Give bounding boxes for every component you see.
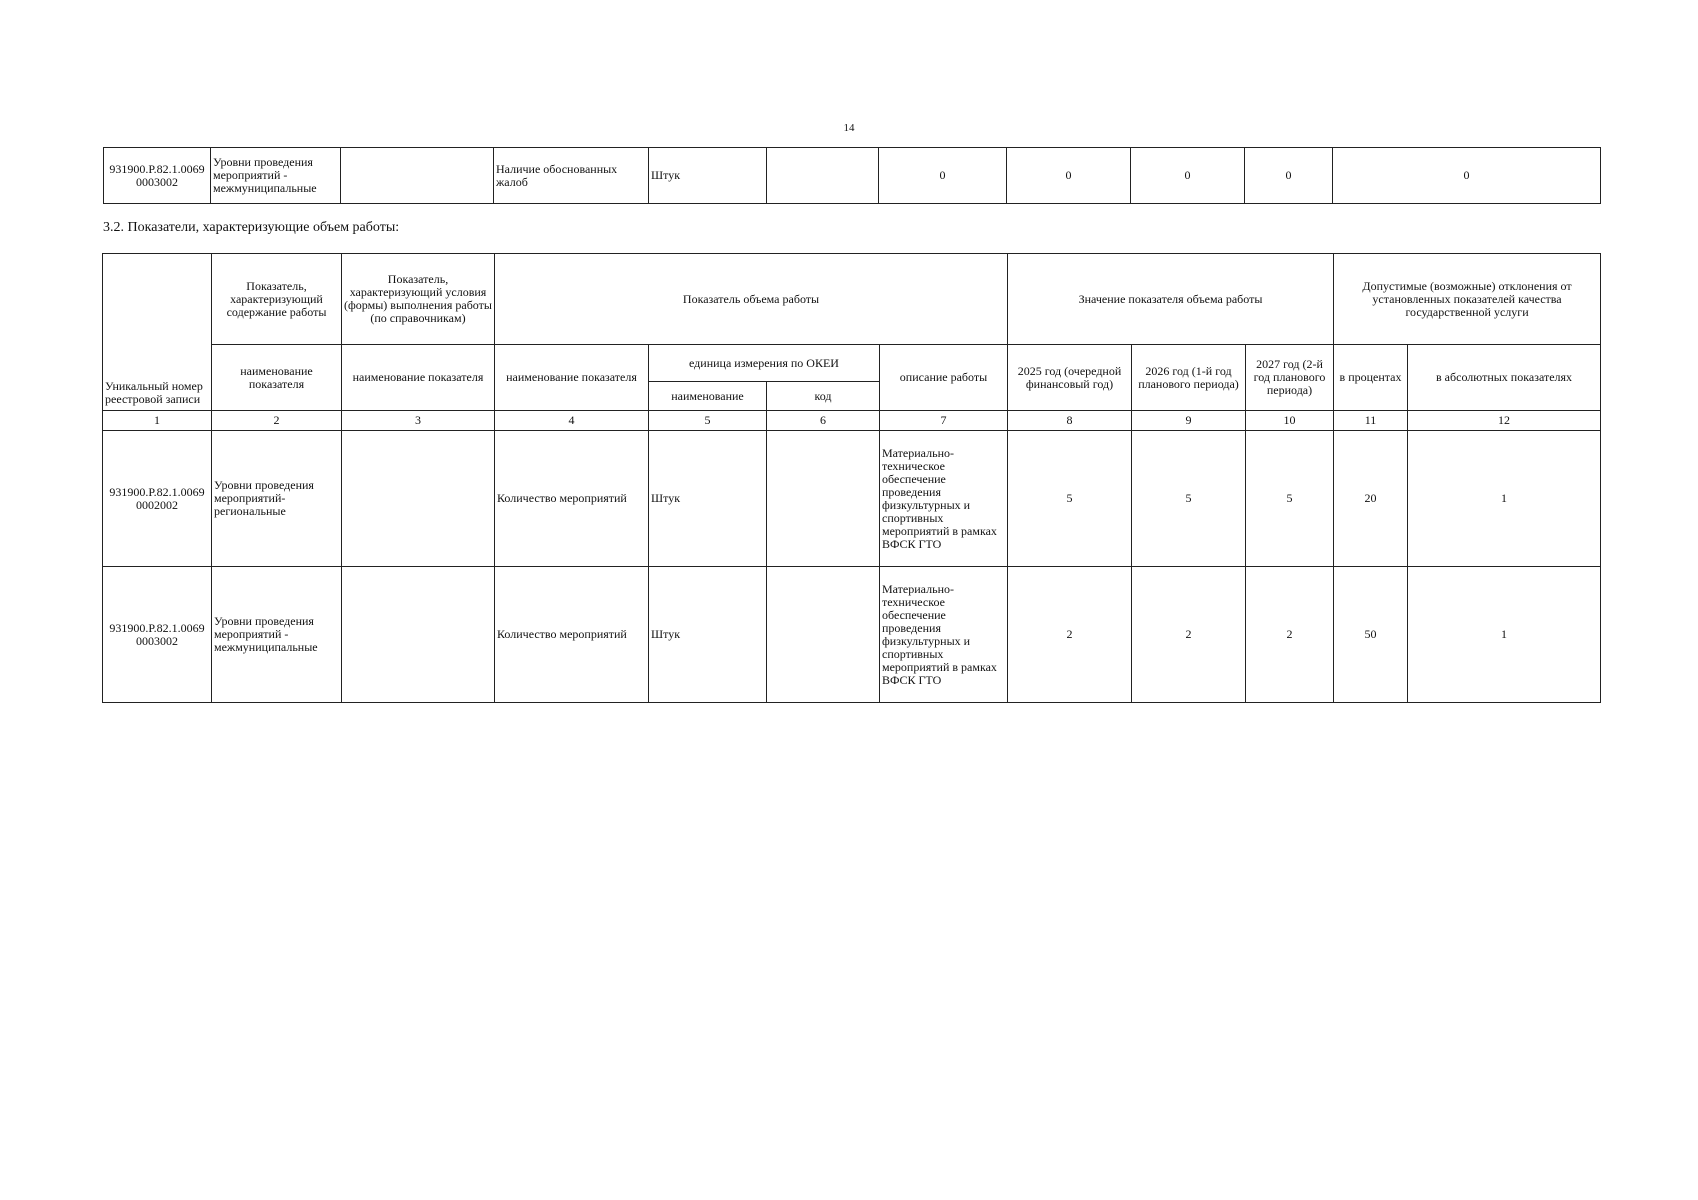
column-number: 8: [1008, 411, 1132, 431]
value-2026: 5: [1132, 431, 1246, 567]
deviation-percent: 50: [1334, 567, 1408, 703]
column-number: 12: [1408, 411, 1601, 431]
deviation-absolute: 1: [1408, 431, 1601, 567]
header-okei-code: код: [767, 382, 880, 411]
column-number: 6: [767, 411, 880, 431]
header-indicator-name: наименование показателя: [212, 345, 342, 411]
registry-code: 931900.Р.82.1.0069 0003002: [103, 567, 212, 703]
page-number: 14: [843, 122, 855, 134]
section-title: 3.2. Показатели, характеризующие объем работы:: [103, 220, 400, 235]
indicator-cell: Количество мероприятий: [495, 567, 649, 703]
column-number: 10: [1246, 411, 1334, 431]
column-number: 4: [495, 411, 649, 431]
column-number: 2: [212, 411, 342, 431]
table-row: [104, 148, 1601, 204]
header-volume-value: Значение показателя объема работы: [1008, 254, 1334, 345]
header-unique-number: Уникальный номер реестровой записи: [103, 254, 212, 411]
column-number: 1: [103, 411, 212, 431]
table-row: [103, 431, 1601, 567]
header-content-indicator: Показатель, характеризующий содержание работы: [212, 254, 342, 345]
level-cell: Уровни проведения мероприятий - межмуниципальные: [212, 567, 342, 703]
registry-code: 931900.Р.82.1.0069 0003002: [104, 148, 211, 204]
unit-cell: Штук: [649, 148, 767, 204]
level-cell: Уровни проведения мероприятий- региональные: [212, 431, 342, 567]
header-year-2025: 2025 год (очередной финансовый год): [1008, 345, 1132, 411]
column-number: 3: [342, 411, 495, 431]
column-numbers-row: [103, 411, 1601, 431]
deviation-percent: 0: [1245, 148, 1333, 204]
unit-cell: Штук: [649, 567, 767, 703]
deviation-absolute: 0: [1333, 148, 1601, 204]
work-description-cell: Материально-техническое обеспечение проведения физкультурных и спортивных мероприятий в рамках ВФСК ГТО: [880, 431, 1008, 567]
header-condition-indicator: Показатель, характеризующий условия (формы) выполнения работы (по справочникам): [342, 254, 495, 345]
column-number: 9: [1132, 411, 1246, 431]
header-deviations: Допустимые (возможные) отклонения от установленных показателей качества государственной услуги: [1334, 254, 1601, 345]
value-2025: 5: [1008, 431, 1132, 567]
okei-code-cell: [767, 431, 880, 567]
column-number: 11: [1334, 411, 1408, 431]
header-okei-name: наименование: [649, 382, 767, 411]
header-okei-unit: единица измерения по ОКЕИ: [649, 345, 880, 382]
condition-cell: [341, 148, 494, 204]
deviation-absolute: 1: [1408, 567, 1601, 703]
value-2027: 2: [1246, 567, 1334, 703]
registry-code: 931900.Р.82.1.0069 0002002: [103, 431, 212, 567]
header-year-2026: 2026 год (1-й год планового периода): [1132, 345, 1246, 411]
value-2026: 0: [1007, 148, 1131, 204]
header-indicator-name: наименование показателя: [495, 345, 649, 411]
volume-table: [102, 253, 1601, 703]
header-in-percent: в процентах: [1334, 345, 1408, 411]
okei-code-cell: [767, 567, 880, 703]
header-indicator-name: наименование показателя: [342, 345, 495, 411]
indicator-cell: Наличие обоснованных жалоб: [494, 148, 649, 204]
prev-table: [103, 147, 1601, 204]
condition-cell: [342, 567, 495, 703]
unit-cell: Штук: [649, 431, 767, 567]
value-2027: 5: [1246, 431, 1334, 567]
work-description-cell: Материально-техническое обеспечение проведения физкультурных и спортивных мероприятий в рамках ВФСК ГТО: [880, 567, 1008, 703]
level-cell: Уровни проведения мероприятий - межмуниципальные: [211, 148, 341, 204]
table-row: [103, 567, 1601, 703]
value-2025: 0: [879, 148, 1007, 204]
okei-code-cell: [767, 148, 879, 204]
column-number: 7: [880, 411, 1008, 431]
value-2027: 0: [1131, 148, 1245, 204]
header-in-absolute: в абсолютных показателях: [1408, 345, 1601, 411]
value-2026: 2: [1132, 567, 1246, 703]
condition-cell: [342, 431, 495, 567]
value-2025: 2: [1008, 567, 1132, 703]
indicator-cell: Количество мероприятий: [495, 431, 649, 567]
header-year-2027: 2027 год (2-й год планового периода): [1246, 345, 1334, 411]
header-volume-indicator: Показатель объема работы: [495, 254, 1008, 345]
column-number: 5: [649, 411, 767, 431]
deviation-percent: 20: [1334, 431, 1408, 567]
header-work-description: описание работы: [880, 345, 1008, 411]
